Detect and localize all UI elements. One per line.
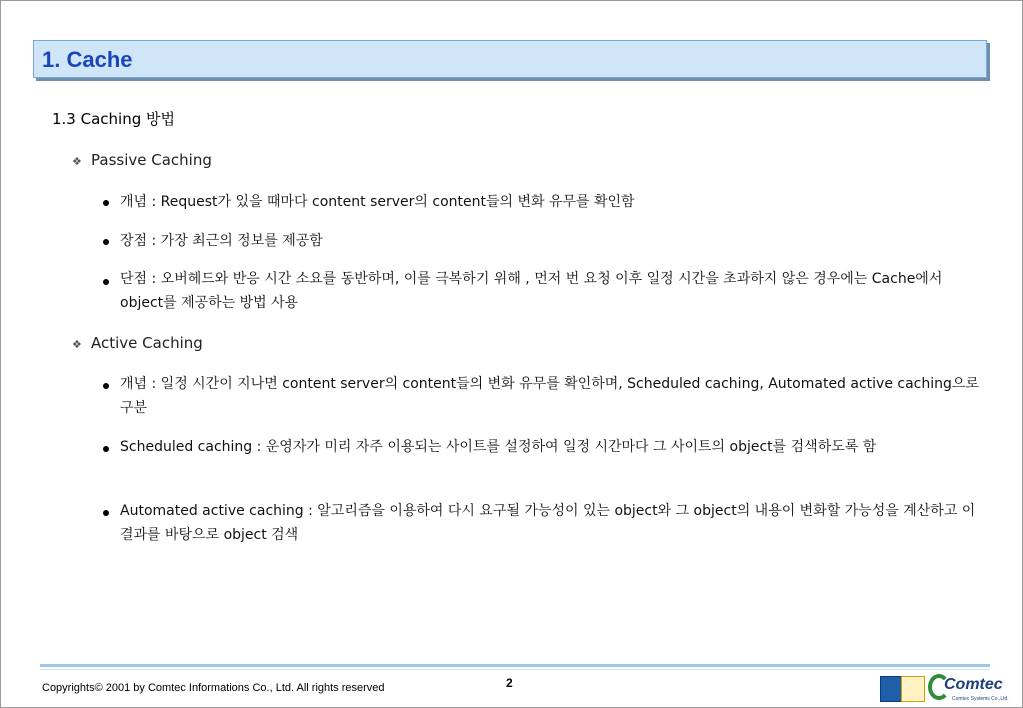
list-item: 단점 : 오버헤드와 반응 시간 소요를 동반하며, 이를 극복하기 위해 , 먼저 번 요청 이후 일정 시간을 초과하지 않은 경우에는 Cache에서 object를 제공하는 방법 사용 [120, 271, 943, 311]
diamond-ornament-icon: ❖ [72, 155, 82, 168]
company-logo-text: Comtec [944, 676, 1003, 693]
certification-badge-icon [880, 676, 902, 702]
bullet-icon [103, 200, 109, 206]
footer-divider [40, 664, 990, 667]
group-heading-active: Active Caching [91, 334, 203, 352]
page-number: 2 [506, 676, 513, 690]
bullet-icon [103, 279, 109, 285]
footer-divider-thin [40, 669, 990, 670]
company-logo-subtext: Comtec Systems Co.,Ltd. [952, 696, 1009, 702]
section-heading: 1.3 Caching 방법 [52, 110, 175, 128]
bullet-icon [103, 239, 109, 245]
group-heading-passive: Passive Caching [91, 151, 212, 169]
slide-title: 1. Cache [42, 47, 133, 72]
diamond-ornament-icon: ❖ [72, 338, 82, 351]
list-item: 개념 : Request가 있을 때마다 content server의 content들의 변화 유무를 확인함 [120, 194, 635, 210]
list-item: Scheduled caching : 운영자가 미리 자주 이용되는 사이트를 설정하여 일정 시간마다 그 사이트의 object를 검색하도록 함 [120, 439, 877, 455]
title-bar [33, 40, 987, 78]
award-badge-icon [901, 676, 925, 702]
list-item: 개념 : 일정 시간이 지나면 content server의 content들의 변화 유무를 확인하며, Scheduled caching, Automated active caching으로 구분 [120, 376, 979, 416]
list-item: 장점 : 가장 최근의 정보를 제공함 [120, 233, 323, 249]
copyright-text: Copyrights© 2001 by Comtec Informations Co., Ltd. All rights reserved [42, 682, 385, 694]
list-item: Automated active caching : 알고리즘을 이용하여 다시 요구될 가능성이 있는 object와 그 object의 내용이 변화할 가능성을 계산하고 이 결과를 바탕으로 object 검색 [120, 503, 976, 543]
bullet-icon [103, 510, 109, 516]
bullet-icon [103, 446, 109, 452]
bullet-icon [103, 383, 109, 389]
